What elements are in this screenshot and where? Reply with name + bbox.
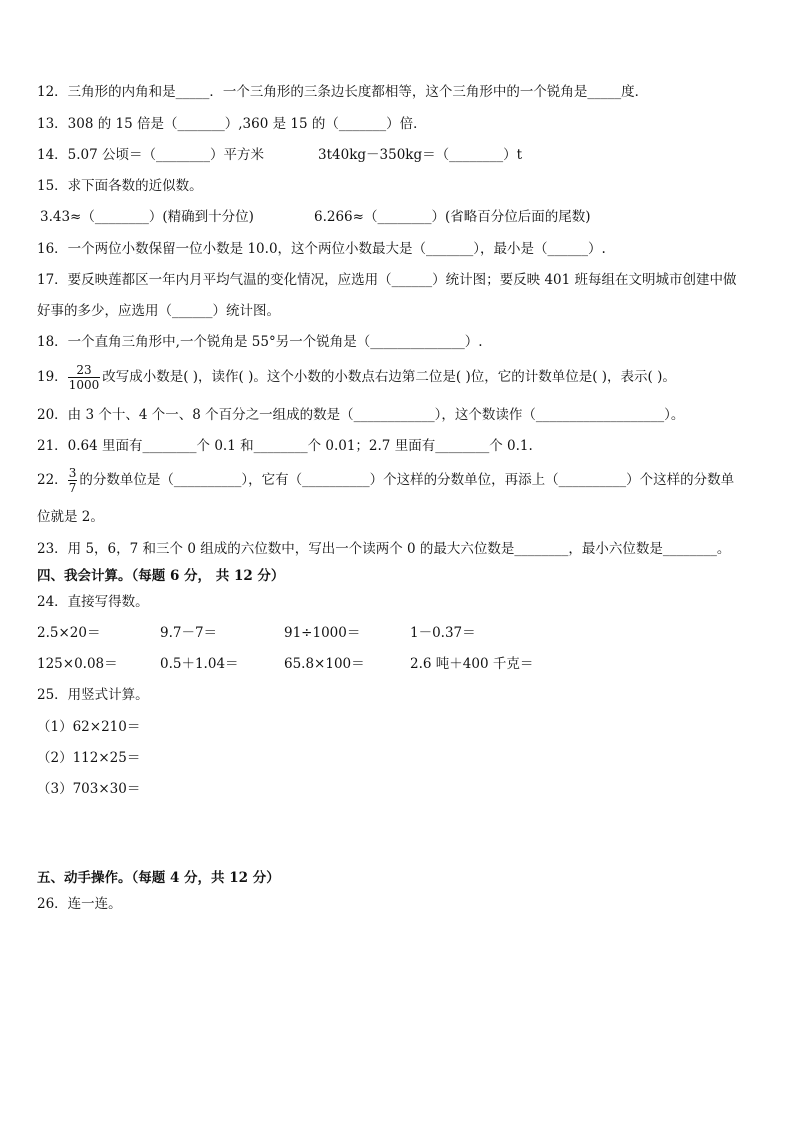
q22-frac-num: 3 — [68, 466, 77, 480]
section4-heading: 四、我会计算。（每题 6 分， 共 12 分） — [37, 568, 285, 584]
q26: 26．连一连。 — [37, 896, 122, 912]
q24-r2c3: 65.8×100＝ — [284, 656, 365, 672]
q22-fraction — [68, 466, 78, 495]
q21: 21．0.64 里面有________个 0.1 和________个 0.01；2.7 里面有________个 0.1. — [37, 438, 533, 454]
q24-r1c2: 9.7－7＝ — [160, 625, 218, 641]
q24-r1c4: 1－0.37＝ — [410, 625, 476, 641]
q12: 12．三角形的内角和是_____．一个三角形的三条边长度都相等，这个三角形中的一个锐角是_____度． — [37, 84, 649, 100]
q15-title: 15．求下面各数的近似数。 — [37, 178, 203, 194]
q17-line2: 好事的多少，应选用（______）统计图。 — [37, 303, 280, 319]
q18: 18．一个直角三角形中,一个锐角是 55°另一个锐角是（______________）. — [37, 334, 483, 350]
q19-frac-num: 23 — [68, 363, 101, 378]
q15-part1: 3.43≈（________）(精确到十分位) — [40, 209, 254, 225]
q23: 23．用 5，6，7 和三个 0 组成的六位数中，写出一个读两个 0 的最大六位数是________，最小六位数是________。 — [37, 541, 731, 557]
q22-frac-den: 7 — [68, 481, 77, 495]
q22 — [37, 465, 734, 495]
q19-fraction — [68, 363, 101, 392]
q15-part2: 6.266≈（________）(省略百分位后面的尾数) — [314, 209, 591, 225]
q24-r2c4: 2.6 吨＋400 千克＝ — [410, 656, 534, 672]
q16: 16．一个两位小数保留一位小数是 10.0，这个两位小数最大是（_______），最小是（______）. — [37, 241, 606, 257]
q22-suffix: 的分数单位是（__________），它有（__________）个这样的分数单位，再添上（__________）个这样的分数单 — [79, 472, 735, 488]
q13: 13．308 的 15 倍是（_______）,360 是 15 的（_______）倍． — [37, 116, 427, 132]
q24-r2c1: 125×0.08＝ — [37, 656, 118, 672]
q19-prefix: 19． — [37, 369, 68, 385]
q24-title: 24．直接写得数。 — [37, 594, 149, 610]
q20: 20．由 3 个十、4 个一、8 个百分之一组成的数是（____________），这个数读作（___________________）。 — [37, 407, 685, 423]
q14-part2: 3t40kg－350kg＝（________）t — [318, 147, 523, 163]
q19-suffix: 改写成小数是( )，读作( )。这个小数的小数点右边第二位是( )位，它的计数单位是( )，表示( )。 — [102, 369, 676, 385]
section5-heading: 五、动手操作。（每题 4 分，共 12 分） — [37, 870, 280, 886]
q19-frac-den: 1000 — [68, 378, 100, 392]
q25-title: 25．用竖式计算。 — [37, 687, 149, 703]
q25-item-1: （1）62×210＝ — [37, 719, 141, 735]
q14-part1: 14．5.07 公顷＝（________）平方米 — [37, 147, 265, 163]
q24-r2c2: 0.5＋1.04＝ — [160, 656, 239, 672]
q25-item-2: （2）112×25＝ — [37, 750, 141, 766]
q22-prefix: 22． — [37, 472, 68, 488]
q22-line2: 位就是 2。 — [37, 509, 104, 525]
q17-line1: 17．要反映莲都区一年内月平均气温的变化情况，应选用（______）统计图；要反映 401 班每组在文明城市创建中做 — [37, 272, 737, 288]
q25-item-3: （3）703×30＝ — [37, 781, 141, 797]
q24-r1c1: 2.5×20＝ — [37, 625, 101, 641]
q24-r1c3: 91÷1000＝ — [284, 625, 361, 641]
q19 — [37, 362, 676, 392]
